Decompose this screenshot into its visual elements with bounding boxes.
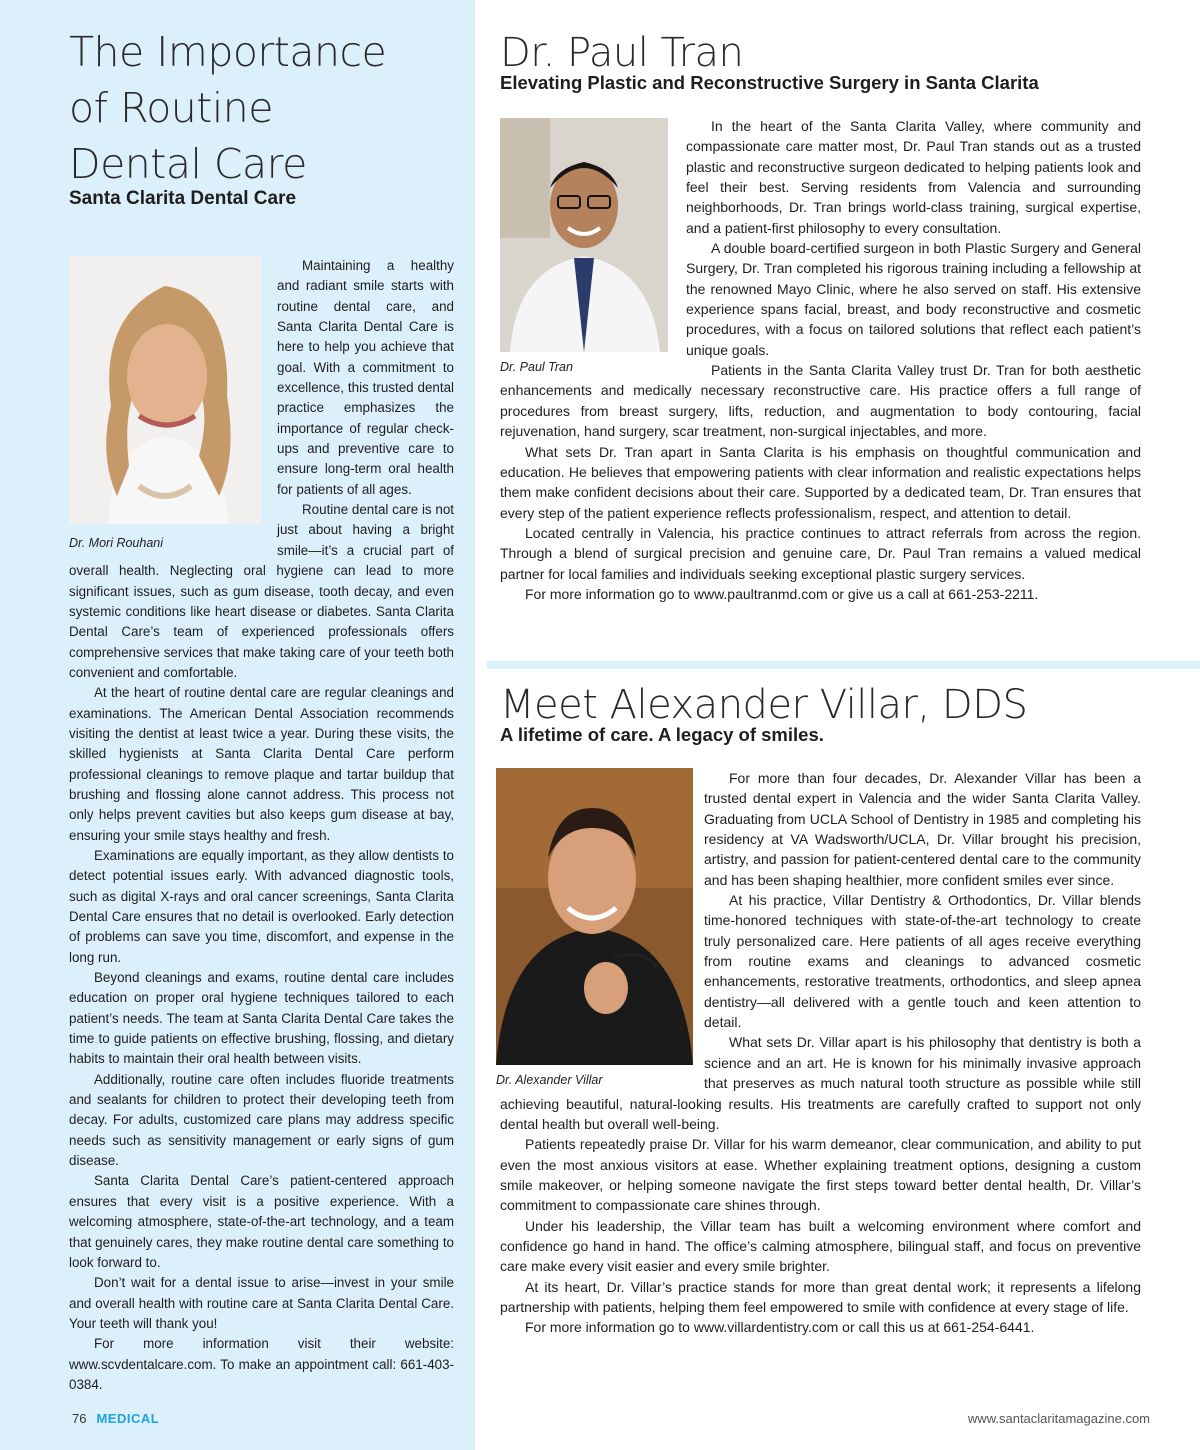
paragraph: Santa Clarita Dental Care’s patient-centered approach ensures that every visit is a positive experience. With a welcoming atmosphere, state-of-the-art technology, and a team that genuinely cares, they make routine dental care something to look forward to. — [69, 1173, 454, 1270]
left-article-panel — [0, 0, 475, 1450]
article-body — [69, 256, 454, 1395]
photo-caption: Dr. Alexander Villar — [496, 1073, 603, 1087]
paragraph: At the heart of routine dental care are regular cleanings and examinations. The American Dental Association recommends visiting the dentist at least twice a year. During these visits, the skilled hygienists at Santa Clarita Dental Care perform professional cleanings to remove plaque and tartar buildup that brushing and flossing alone cannot address. This process not only helps prevent cavities but also keeps gum disease at bay, ensuring your smile stays healthy and fresh. — [69, 685, 454, 843]
photo-mori-rouhani — [69, 256, 261, 524]
photo-paul-tran — [500, 118, 668, 352]
photo-block — [69, 256, 269, 553]
title-line: Dental Care — [69, 140, 307, 188]
portrait-image — [500, 118, 668, 352]
paragraph: For more information go to www.paultranmd.com or give us a call at 661-253-2211. — [525, 585, 1039, 602]
villar-title: Meet Alexander Villar, DDS — [500, 682, 1028, 728]
article-subtitle: Santa Clarita Dental Care — [69, 188, 297, 209]
section-divider — [487, 661, 1200, 669]
paragraph: Maintaining a healthy and radiant smile starts with routine dental care, and Santa Clarita Dental Care is here to help you achieve that goal. With a commitment to excellence, this trusted dental practice emphasizes the importance of regular check-ups and preventive care to ensure long-term oral health for patients of all ages. — [277, 258, 454, 497]
portrait-image — [69, 256, 261, 524]
footer-page-info — [72, 1411, 159, 1426]
tran-title: Dr. Paul Tran — [500, 30, 744, 76]
paragraph: Located centrally in Valencia, his practice continues to attract referrals from across the region. Through a blend of surgical precision and genuine care, Dr. Paul Tran remains a valued medical partner for local families and individuals seeking exceptional plastic surgery services. — [500, 524, 1141, 582]
paragraph: Patients repeatedly praise Dr. Villar for his warm demeanor, clear communication, and ability to put even the most anxious visitors at ease. Whether explaining treatment options, designing a custom smile makeover, or helping someone navigate the first steps toward better dental health, Dr. Villar’s commitment to compassionate care shines through. — [500, 1136, 1141, 1214]
paragraph: What sets Dr. Villar apart is his philosophy that dentistry is both a science and an art. He is known for his minimally invasive approach that preserves as much natural tooth structure as possible while still achieving beautiful, natural-looking results. His treatments are carefully crafted to support not only dental health but overall well-being. — [500, 1034, 1141, 1132]
paragraph: At his practice, Villar Dentistry & Orthodontics, Dr. Villar blends time-honored techniques with state-of-the-art technology to create truly personalized care. Here patients of all ages receive everything from routine exams and cleanings to advanced cosmetic enhancements, restorative treatments, orthodontics, and sleep apnea dentistry—all delivered with a gentle touch and keen attention to detail. — [704, 892, 1141, 1031]
paragraph: Additionally, routine care often includes fluoride treatments and sealants for children to protect their developing teeth from decay. For adults, customized care plans may address specific needs such as sensitivity management or early signs of gum disease. — [69, 1071, 454, 1169]
footer-website: www.santaclaritamagazine.com — [967, 1411, 1150, 1426]
page-number: 76 — [72, 1411, 87, 1426]
photo-caption: Dr. Mori Rouhani — [69, 536, 164, 550]
paragraph: What sets Dr. Tran apart in Santa Clarita is his emphasis on thoughtful communication and education. He believes that empowering patients with clear information and realistic expectations helps them make confident decisions about their care. Supported by a dedicated team, Dr. Tran ensures that every step of the patient experience reflects professionalism, respect, and attention to detail. — [500, 443, 1141, 521]
paragraph: Under his leadership, the Villar team has built a welcoming environment where comfort and confidence go hand in hand. The office’s calming atmosphere, bilingual staff, and focus on preventive care make every visit easier and every smile brighter. — [500, 1217, 1141, 1275]
paragraph: Beyond cleanings and exams, routine dental care includes education on proper oral hygiene techniques tailored to each patient’s needs. The team at Santa Clarita Dental Care takes the time to guide patients on effective brushing, flossing, and dietary habits to maintain their oral health between visits. — [69, 970, 454, 1067]
paragraph: Examinations are equally important, as they allow dentists to detect potential issues early. With advanced diagnostic tools, such as digital X-rays and oral cancer screenings, Santa Clarita Dental Care ensures that no detail is overlooked. Early detection of problems can save you time, discomfort, and expense in the long run. — [69, 847, 454, 965]
paragraph: For more than four decades, Dr. Alexander Villar has been a trusted dental expert in Valencia and the wider Santa Clarita Valley. Graduating from UCLA School of Dentistry in 1985 and completing his residency at VA Wadsworth/UCLA, Dr. Villar brought his precision, artistry, and passion for patient-centered dental care to the community and has been shaping healthier, more confident smiles ever since. — [704, 770, 1141, 888]
paragraph: Patients in the Santa Clarita Valley trust Dr. Tran for both aesthetic enhancements and medically necessary reconstructive care. His practice offers a full range of procedures from breast surgery, lifts, reduction, and augmentation to body contouring, facial rejuvenation, hand surgery, scar treatment, non-surgical injectables, and more. — [500, 362, 1141, 440]
photo-block — [496, 768, 696, 1090]
portrait-image — [496, 768, 693, 1065]
tran-subtitle: Elevating Plastic and Reconstructive Surgery in Santa Clarita — [500, 72, 1039, 93]
paragraph: For more information visit their website: www.scvdentalcare.com. To make an appointment call: 661-403-0384. — [69, 1336, 454, 1392]
article-title — [69, 24, 454, 192]
tran-body — [500, 116, 1141, 604]
paragraph: In the heart of the Santa Clarita Valley, where community and compassionate care matter most, Dr. Paul Tran stands out as a trusted plastic and reconstructive surgeon dedicated to helping patients look and feel their best. Serving residents from Valencia and surrounding neighborhoods, Dr. Tran brings world-class training, surgical expertise, and a patient-first philosophy to every consultation. — [686, 118, 1141, 236]
title-line: The Importance — [69, 28, 387, 76]
paragraph: At its heart, Dr. Villar’s practice stands for more than great dental work; it represents a lifelong partnership with patients, helping them feel empowered to smile with confidence at every stage of life. — [500, 1278, 1141, 1315]
villar-article — [496, 682, 1141, 1338]
villar-subtitle: A lifetime of care. A legacy of smiles. — [500, 724, 824, 745]
villar-body — [496, 768, 1141, 1338]
photo-alexander-villar — [496, 768, 693, 1065]
paragraph: A double board-certified surgeon in both Plastic Surgery and General Surgery, Dr. Tran completed his rigorous training including a fellowship at the renowned Mayo Clinic, where he also served on staff. His extensive experience spans facial, breast, and body reconstructive and cosmetic procedures, with a focus on tailored solutions that reflect each patient’s unique goals. — [686, 240, 1141, 358]
photo-caption: Dr. Paul Tran — [500, 360, 573, 374]
tran-article — [500, 30, 1141, 604]
paragraph: Don’t wait for a dental issue to arise—invest in your smile and overall health with routine care at Santa Clarita Dental Care. Your teeth will thank you! — [69, 1275, 454, 1331]
paragraph: Routine dental care is not just about having a bright smile—it’s a crucial part of overall health. Neglecting oral hygiene can lead to more significant issues, such as gum disease, tooth decay, and even systemic conditions like heart disease or diabetes. Santa Clarita Dental Care’s team of experienced professionals offers comprehensive services that make taking care of your teeth both convenient and comfortable. — [69, 502, 454, 680]
paragraph: For more information go to www.villardentistry.com or call this us at 661-254-6441. — [525, 1319, 1035, 1336]
title-line: of Routine — [69, 84, 273, 132]
photo-block — [500, 116, 678, 377]
section-label: MEDICAL — [96, 1411, 160, 1426]
